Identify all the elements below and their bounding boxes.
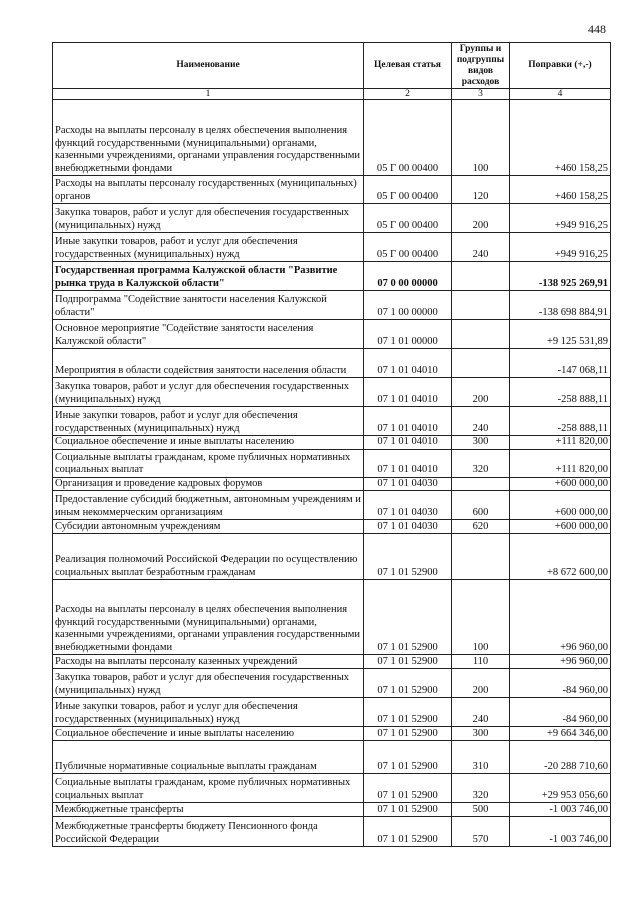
row-expense-group: 320	[452, 449, 510, 477]
row-expense-group: 200	[452, 378, 510, 407]
col-number-2: 2	[364, 89, 452, 100]
row-amount: +949 916,25	[510, 233, 611, 262]
row-amount: +111 820,00	[510, 449, 611, 477]
row-expense-group	[452, 477, 510, 491]
row-target-article: 05 Г 00 00400	[364, 100, 452, 176]
row-name: Подпрограмма "Содействие занятости населения Калужской области"	[53, 291, 364, 320]
table-row	[53, 320, 611, 349]
table-row	[53, 534, 611, 580]
row-name: Иные закупки товаров, работ и услуг для обеспечения государственных (муниципальных) нужд	[53, 698, 364, 727]
row-expense-group: 620	[452, 520, 510, 534]
row-name: Межбюджетные трансферты	[53, 803, 364, 817]
table-row	[53, 436, 611, 450]
row-name: Закупка товаров, работ и услуг для обеспечения государственных (муниципальных) нужд	[53, 204, 364, 233]
table-row	[53, 774, 611, 803]
row-name: Расходы на выплаты персоналу в целях обеспечения выполнения функций государственными (муниципальными) органами, казенными учреждениями, органами управления государственными внебюджетными фондами	[53, 100, 364, 176]
row-target-article: 07 1 01 52900	[364, 655, 452, 669]
table-row	[53, 378, 611, 407]
table-row	[53, 100, 611, 176]
row-target-article: 07 1 01 52900	[364, 803, 452, 817]
table-row	[53, 817, 611, 847]
row-target-article: 05 Г 00 00400	[364, 233, 452, 262]
row-name: Социальные выплаты гражданам, кроме публичных нормативных социальных выплат	[53, 774, 364, 803]
row-amount: +8 672 600,00	[510, 534, 611, 580]
table-row	[53, 262, 611, 291]
row-name: Закупка товаров, работ и услуг для обеспечения государственных (муниципальных) нужд	[53, 378, 364, 407]
row-name: Социальное обеспечение и иные выплаты населению	[53, 727, 364, 741]
row-target-article: 07 1 01 52900	[364, 580, 452, 655]
row-amount: +96 960,00	[510, 580, 611, 655]
row-expense-group: 320	[452, 774, 510, 803]
row-amount: +96 960,00	[510, 655, 611, 669]
row-expense-group: 200	[452, 204, 510, 233]
row-expense-group: 110	[452, 655, 510, 669]
row-name: Организация и проведение кадровых форумов	[53, 477, 364, 491]
row-name: Мероприятия в области содействия занятости населения области	[53, 349, 364, 378]
row-amount: -258 888,11	[510, 407, 611, 436]
row-name: Закупка товаров, работ и услуг для обеспечения государственных (муниципальных) нужд	[53, 669, 364, 698]
row-amount: +600 000,00	[510, 491, 611, 520]
row-target-article: 07 1 01 04010	[364, 436, 452, 450]
col-number-4: 4	[510, 89, 611, 100]
table-row	[53, 233, 611, 262]
row-amount: +600 000,00	[510, 477, 611, 491]
row-expense-group	[452, 349, 510, 378]
table-row	[53, 291, 611, 320]
table-row	[53, 449, 611, 477]
row-name: Расходы на выплаты персоналу в целях обеспечения выполнения функций государственными (муниципальными) органами, казенными учреждениями, органами управления государственными внебюджетными фондами	[53, 580, 364, 655]
row-amount: -84 960,00	[510, 669, 611, 698]
row-name: Социальные выплаты гражданам, кроме публичных нормативных социальных выплат	[53, 449, 364, 477]
table-row	[53, 407, 611, 436]
row-amount: +460 158,25	[510, 176, 611, 204]
row-target-article: 07 1 01 04010	[364, 378, 452, 407]
row-name: Межбюджетные трансферты бюджету Пенсионного фонда Российской Федерации	[53, 817, 364, 847]
row-target-article: 07 1 01 00000	[364, 320, 452, 349]
table-row	[53, 349, 611, 378]
row-name: Иные закупки товаров, работ и услуг для обеспечения государственных (муниципальных) нужд	[53, 407, 364, 436]
row-expense-group: 500	[452, 803, 510, 817]
row-expense-group: 120	[452, 176, 510, 204]
row-expense-group: 600	[452, 491, 510, 520]
row-target-article: 07 1 01 04010	[364, 349, 452, 378]
row-name: Публичные нормативные социальные выплаты гражданам	[53, 741, 364, 774]
row-target-article: 05 Г 00 00400	[364, 204, 452, 233]
row-expense-group: 240	[452, 407, 510, 436]
row-expense-group: 100	[452, 580, 510, 655]
table-row	[53, 741, 611, 774]
row-amount: -1 003 746,00	[510, 803, 611, 817]
table-row	[53, 477, 611, 491]
row-amount: -1 003 746,00	[510, 817, 611, 847]
table-row	[53, 655, 611, 669]
row-target-article: 07 1 01 04010	[364, 449, 452, 477]
row-amount: +949 916,25	[510, 204, 611, 233]
row-amount: -84 960,00	[510, 698, 611, 727]
row-amount: +111 820,00	[510, 436, 611, 450]
row-name: Основное мероприятие "Содействие занятости населения Калужской области"	[53, 320, 364, 349]
row-expense-group	[452, 262, 510, 291]
row-target-article: 07 1 01 52900	[364, 669, 452, 698]
header-target-article: Целевая статья	[364, 43, 452, 89]
col-number-1: 1	[53, 89, 364, 100]
row-name: Социальное обеспечение и иные выплаты населению	[53, 436, 364, 450]
row-name: Реализация полномочий Российской Федерации по осуществлению социальных выплат безработным гражданам	[53, 534, 364, 580]
row-amount: +29 953 056,60	[510, 774, 611, 803]
row-name: Расходы на выплаты персоналу государственных (муниципальных) органов	[53, 176, 364, 204]
row-amount: +9 664 346,00	[510, 727, 611, 741]
row-amount: -138 698 884,91	[510, 291, 611, 320]
table-row	[53, 803, 611, 817]
row-target-article: 07 1 01 52900	[364, 727, 452, 741]
row-amount: -147 068,11	[510, 349, 611, 378]
row-target-article: 07 1 01 52900	[364, 817, 452, 847]
row-target-article: 07 1 01 52900	[364, 698, 452, 727]
row-expense-group: 300	[452, 436, 510, 450]
row-name: Иные закупки товаров, работ и услуг для обеспечения государственных (муниципальных) нужд	[53, 233, 364, 262]
row-expense-group: 100	[452, 100, 510, 176]
table-row	[53, 176, 611, 204]
header-expense-groups: Группы и подгруппы видов расходов	[452, 43, 510, 89]
row-amount: -20 288 710,60	[510, 741, 611, 774]
header-name: Наименование	[53, 43, 364, 89]
row-target-article: 07 1 01 04010	[364, 407, 452, 436]
row-name: Предоставление субсидий бюджетным, автономным учреждениям и иным некоммерческим организациям	[53, 491, 364, 520]
row-target-article: 07 1 01 04030	[364, 520, 452, 534]
row-expense-group	[452, 320, 510, 349]
row-expense-group: 570	[452, 817, 510, 847]
row-amount: +9 125 531,89	[510, 320, 611, 349]
row-expense-group: 300	[452, 727, 510, 741]
row-amount: +460 158,25	[510, 100, 611, 176]
row-target-article: 07 1 01 52900	[364, 774, 452, 803]
row-expense-group: 310	[452, 741, 510, 774]
row-target-article: 05 Г 00 00400	[364, 176, 452, 204]
header-amendments: Поправки (+,-)	[510, 43, 611, 89]
table-row	[53, 669, 611, 698]
row-amount: +600 000,00	[510, 520, 611, 534]
row-target-article: 07 0 00 00000	[364, 262, 452, 291]
page-number: 448	[588, 22, 606, 36]
table-row	[53, 491, 611, 520]
budget-table	[52, 42, 611, 847]
row-target-article: 07 1 01 04030	[364, 477, 452, 491]
col-number-3: 3	[452, 89, 510, 100]
row-name: Государственная программа Калужской области "Развитие рынка труда в Калужской области"	[53, 262, 364, 291]
row-name: Расходы на выплаты персоналу казенных учреждений	[53, 655, 364, 669]
row-expense-group	[452, 291, 510, 320]
row-expense-group: 240	[452, 233, 510, 262]
table-row	[53, 580, 611, 655]
row-name: Субсидии автономным учреждениям	[53, 520, 364, 534]
row-target-article: 07 1 00 00000	[364, 291, 452, 320]
row-target-article: 07 1 01 52900	[364, 741, 452, 774]
row-amount: -258 888,11	[510, 378, 611, 407]
row-expense-group	[452, 534, 510, 580]
row-target-article: 07 1 01 04030	[364, 491, 452, 520]
row-expense-group: 240	[452, 698, 510, 727]
row-amount: -138 925 269,91	[510, 262, 611, 291]
table-row	[53, 204, 611, 233]
row-target-article: 07 1 01 52900	[364, 534, 452, 580]
row-expense-group: 200	[452, 669, 510, 698]
table-row	[53, 727, 611, 741]
table-row	[53, 698, 611, 727]
table-row	[53, 520, 611, 534]
